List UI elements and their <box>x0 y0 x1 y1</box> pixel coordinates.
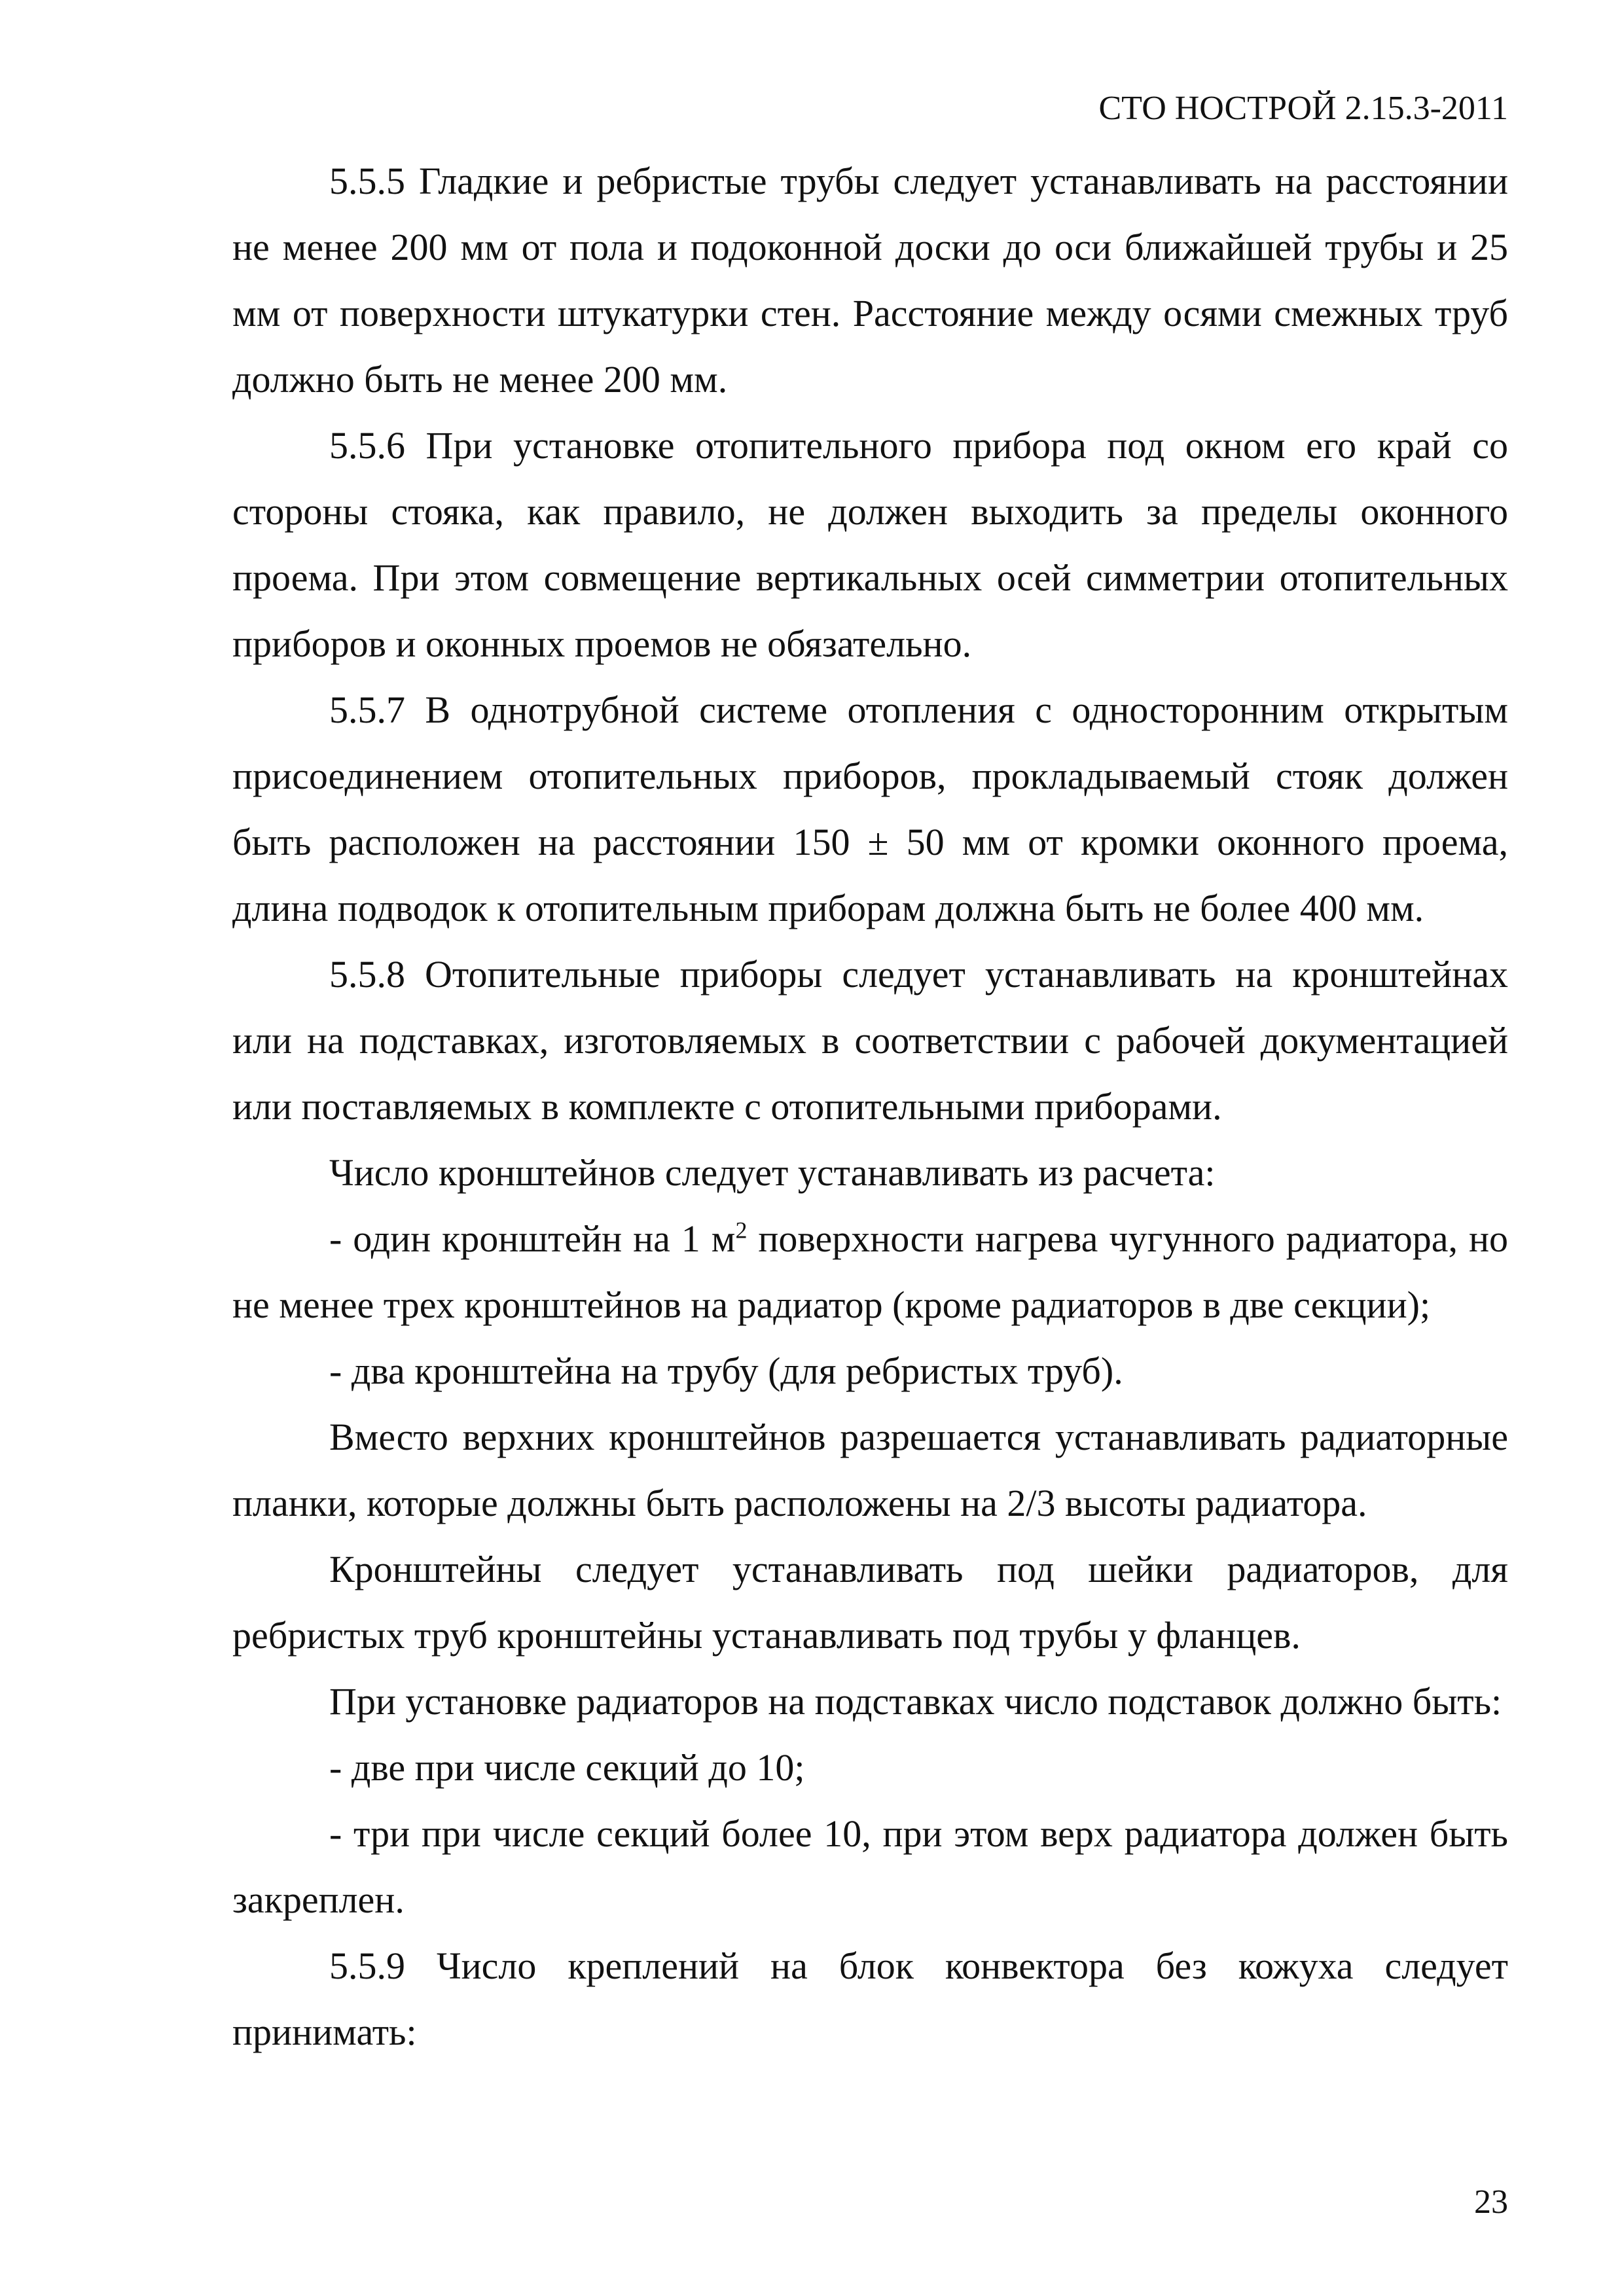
list-item-two-stands: - две при числе секций до 10; <box>329 1746 805 1789</box>
list-item-three-stands: - три при числе секций более 10, при этом верх радиатора должен быть закреплен. <box>232 1812 1508 1921</box>
document-code-header: СТО НОСТРОЙ 2.15.3-2011 <box>1098 90 1508 127</box>
paragraph-5-5-6: 5.5.6 При установке отопительного прибора под окном его край со стороны стояка, как правило, не должен выходить за пределы оконного проема. При этом совмещение вертикальных осей симметрии отопительных приборов и оконных проемов не обязательно. <box>232 424 1508 665</box>
list-item-bracket-per-m2 <box>232 1206 1508 1338</box>
paragraph-bracket-count-intro: Число кронштейнов следует устанавливать из расчета: <box>329 1151 1216 1194</box>
paragraph-stands-count-intro: При установке радиаторов на подставках число подставок должно быть: <box>329 1680 1502 1723</box>
paragraph-5-5-9: 5.5.9 Число креплений на блок конвектора без кожуха следует принимать: <box>232 1945 1508 2053</box>
superscript-two: 2 <box>735 1217 748 1244</box>
paragraph-bracket-placement: Кронштейны следует устанавливать под шейки радиаторов, для ребристых труб кронштейны устанавливать под трубы у фланцев. <box>232 1548 1508 1657</box>
paragraph-5-5-8: 5.5.8 Отопительные приборы следует устанавливать на кронштейнах или на подставках, изготовляемых в соответствии с рабочей документацией или поставляемых в комплекте с отопительными приборами. <box>232 953 1508 1128</box>
page-number: 23 <box>1474 2183 1508 2221</box>
paragraph-5-5-5: 5.5.5 Гладкие и ребристые трубы следует устанавливать на расстоянии не менее 200 мм от пола и подоконной доски до оси ближайшей трубы и 25 мм от поверхности штукатурки стен. Расстояние между осями смежных труб должно быть не менее 200 мм. <box>232 160 1508 401</box>
paragraph-5-5-7: 5.5.7 В однотрубной системе отопления с односторонним открытым присоединением отопительных приборов, прокладываемый стояк должен быть расположен на расстоянии 150 ± 50 мм от кромки оконного проема, длина подводок к отопительным приборам должна быть не более 400 мм. <box>232 689 1508 929</box>
list-item-bracket-per-m2-text: - один кронштейн на 1 м <box>329 1217 736 1260</box>
paragraph-radiator-strips: Вместо верхних кронштейнов разрешается устанавливать радиаторные планки, которые должны быть расположены на 2/3 высоты радиатора. <box>232 1416 1508 1524</box>
list-item-two-brackets-per-pipe: - два кронштейна на трубу (для ребристых труб). <box>329 1350 1123 1392</box>
document-body <box>232 148 1508 2065</box>
list-item-bracket-per-m2-text-cont: поверхности нагрева чугунного радиатора, но не менее трех кронштейнов на радиатор (кроме радиаторов в две секции); <box>232 1217 1509 1326</box>
